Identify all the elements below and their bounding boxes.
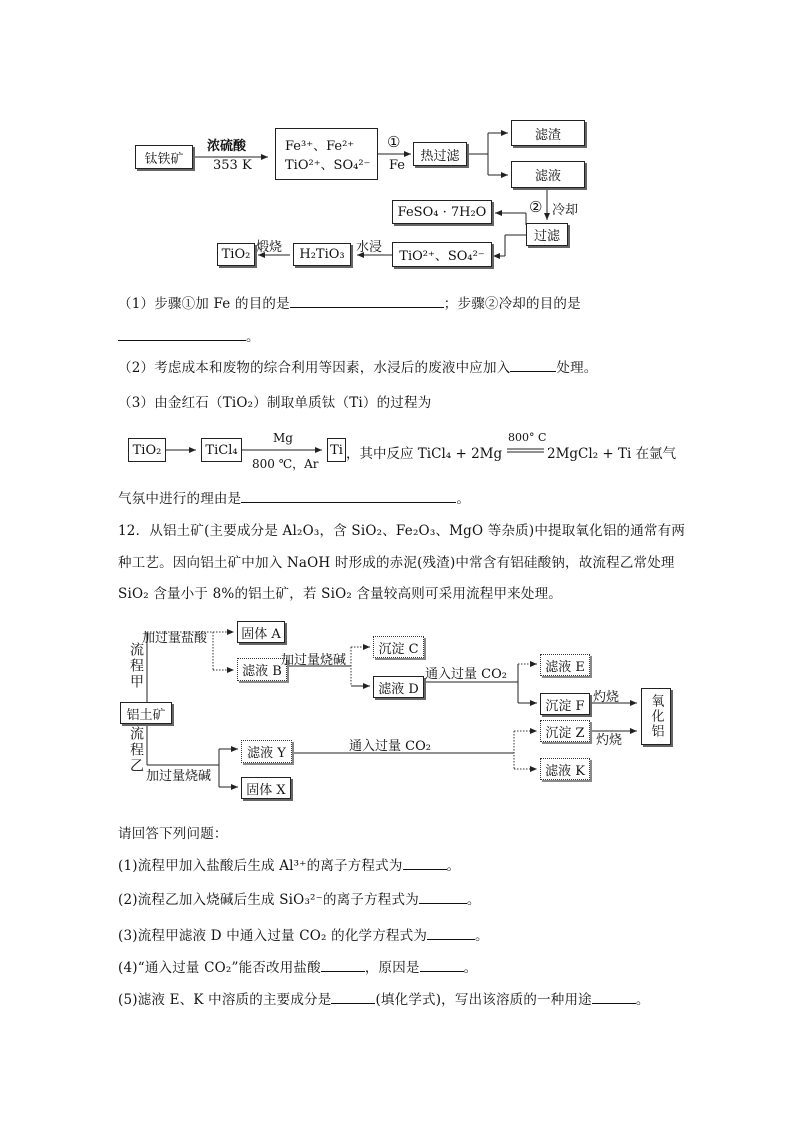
h2tio3-box bbox=[293, 243, 351, 266]
step2-marker: ② bbox=[529, 198, 543, 216]
q3-text-b: 气氛中进行的理由是 bbox=[118, 491, 242, 507]
q2-blank[interactable] bbox=[510, 359, 556, 372]
q2-3-text: (3)流程甲滤液 D 中通入过量 CO₂ 的化学方程式为 bbox=[118, 928, 428, 944]
filtrate-d-box bbox=[373, 676, 424, 698]
q2-1-blank[interactable] bbox=[403, 857, 447, 870]
hot-filter-label: 热过滤 bbox=[420, 148, 460, 164]
question1-1-cont bbox=[118, 325, 260, 345]
feso4-label: FeSO₄ · 7H₂O bbox=[397, 204, 487, 220]
questions2-intro: 请回答下列问题： bbox=[118, 826, 228, 842]
eq-ti-box bbox=[327, 438, 346, 462]
bauxite-label: 铝土矿 bbox=[126, 707, 166, 723]
q2-5-blank-2[interactable] bbox=[592, 991, 636, 1004]
flow-b-label: 流程乙 bbox=[128, 726, 144, 774]
q2-text-a: （2）考虑成本和废物的综合利用等因素，水浸后的废液中应加入 bbox=[118, 360, 511, 376]
tio2-label: TiO₂ bbox=[221, 247, 251, 262]
cool-label: 冷却 bbox=[552, 203, 579, 218]
eq-tio2-box bbox=[128, 438, 166, 462]
q1-text-a: （1）步骤①加 Fe 的目的是 bbox=[118, 296, 290, 312]
q3-end: 。 bbox=[456, 491, 471, 507]
q3-blank[interactable] bbox=[241, 490, 456, 503]
acid-label: 浓硫酸 bbox=[207, 139, 247, 154]
ions1-line-b: TiO²⁺、SO₄²⁻ bbox=[285, 158, 371, 173]
filter-box bbox=[526, 223, 568, 246]
ppt-c-label: 沉淀 C bbox=[378, 641, 419, 657]
q2-4-text-a: (4)“通入过量 CO₂”能否改用盐酸 bbox=[118, 960, 321, 976]
eq-mg-label: Mg bbox=[273, 431, 293, 445]
calcine-label: 煅烧 bbox=[256, 240, 283, 255]
filtrate-e-label: 滤液 E bbox=[545, 659, 585, 675]
q2-1-text: (1)流程甲加入盐酸后生成 Al³⁺的离子方程式为 bbox=[118, 858, 403, 874]
filtrate-label: 滤液 bbox=[534, 169, 561, 184]
question2-1 bbox=[118, 854, 460, 874]
q2-4-text-b: ，原因是 bbox=[364, 960, 420, 976]
solid-a-box bbox=[237, 621, 285, 643]
q2-5-text-b: (填化学式)，写出该溶质的一种用途 bbox=[375, 992, 592, 1008]
eq-condition-label: 800 ℃，Ar bbox=[252, 457, 319, 471]
pass-co2-1-label: 通入过量 CO₂ bbox=[425, 667, 507, 682]
ions2-label: TiO²⁺、SO₄²⁻ bbox=[399, 249, 485, 264]
ppt-z-label: 沉淀 Z bbox=[545, 725, 585, 741]
q1-blank-1[interactable] bbox=[290, 295, 444, 308]
q1-blank-2[interactable] bbox=[118, 328, 246, 341]
eq-ti-label: Ti bbox=[330, 442, 343, 458]
solid-a-label: 固体 A bbox=[241, 626, 281, 642]
problem12-line2: 种工艺。因向铝土矿中加入 NaOH 时形成的赤泥(残渣)中常含有铝硅酸钠，故流程乙常处理 bbox=[118, 555, 675, 571]
q2-5-end: 。 bbox=[635, 992, 650, 1008]
q2-3-blank[interactable] bbox=[427, 927, 475, 940]
h2tio3-label: H₂TiO₃ bbox=[299, 247, 345, 262]
ions1-line-a: Fe³⁺、Fe²⁺ bbox=[285, 139, 355, 154]
question1-2 bbox=[118, 356, 598, 376]
ppt-z-box bbox=[540, 720, 590, 742]
q2-2-end: 。 bbox=[466, 892, 481, 908]
question2-2 bbox=[118, 888, 481, 908]
filter-label: 过滤 bbox=[533, 229, 560, 244]
problem12-line1: 12．从铝土矿(主要成分是 Al₂O₃，含 SiO₂、Fe₂O₃、MgO 等杂质)中提取氧化铝的通常有两 bbox=[118, 523, 686, 539]
water-leach-label: 水浸 bbox=[356, 240, 383, 255]
q2-text-b: 处理。 bbox=[556, 360, 598, 376]
add-naoh1-label: 加过量烧碱 bbox=[281, 653, 347, 668]
q2-5-text-a: (5)滤液 E、K 中溶质的主要成分是 bbox=[118, 992, 332, 1008]
add-hcl-label: 加过量盐酸 bbox=[142, 631, 208, 646]
burn2-label: 灼烧 bbox=[596, 733, 623, 748]
filtrate-d-label: 滤液 D bbox=[378, 681, 419, 697]
question1-3: （3）由金红石（TiO₂）制取单质钛（Ti）的过程为 bbox=[118, 395, 432, 411]
eq-over-label: 800° C bbox=[508, 431, 547, 444]
q2-4-end: 。 bbox=[463, 960, 478, 976]
eq-tio2-label: TiO₂ bbox=[132, 442, 162, 458]
q2-5-blank-1[interactable] bbox=[331, 991, 375, 1004]
filtrate-box bbox=[511, 161, 585, 188]
question1-3-cont bbox=[118, 487, 470, 507]
q2-2-blank[interactable] bbox=[419, 891, 467, 904]
burn1-label: 灼烧 bbox=[593, 690, 620, 705]
q1-text-b: ；步骤②冷却的目的是 bbox=[443, 296, 581, 312]
add-naoh2-label: 加过量烧碱 bbox=[146, 769, 212, 784]
bauxite-box bbox=[120, 702, 172, 724]
solid-x-label: 固体 X bbox=[246, 782, 286, 798]
pass-co2-2-label: 通入过量 CO₂ bbox=[349, 739, 431, 754]
filtrate-y-box bbox=[241, 740, 292, 763]
filtrate-k-label: 滤液 K bbox=[545, 763, 585, 779]
q2-2-text: (2)流程乙加入烧碱后生成 SiO₃²⁻的离子方程式为 bbox=[118, 892, 419, 908]
filtrate-y-label: 滤液 Y bbox=[247, 746, 286, 761]
hot-filter-box bbox=[413, 142, 467, 166]
question2-5 bbox=[118, 988, 650, 1008]
filtrate-b-box bbox=[237, 658, 287, 681]
ions-box-2 bbox=[392, 242, 492, 267]
eq-ticl4-label: TiCl₄ bbox=[205, 442, 238, 458]
solid-x-box bbox=[241, 777, 291, 799]
eq-ticl4-box bbox=[201, 438, 242, 462]
ppt-c-box bbox=[373, 636, 424, 658]
eq-text-b: 2MgCl₂ + Ti 在氩气 bbox=[547, 446, 677, 462]
ions-box-1 bbox=[275, 128, 378, 180]
fe-label: Fe bbox=[389, 158, 406, 173]
filtrate-k-box bbox=[540, 758, 590, 780]
tio2-box bbox=[217, 243, 255, 266]
q2-4-blank-2[interactable] bbox=[420, 959, 464, 972]
q2-1-end: 。 bbox=[446, 858, 461, 874]
question1-1 bbox=[118, 292, 581, 312]
feso4-box bbox=[392, 200, 492, 224]
ore-box bbox=[135, 145, 193, 169]
question2-4 bbox=[118, 956, 477, 976]
step1-marker: ① bbox=[387, 133, 401, 151]
residue-label: 滤渣 bbox=[534, 127, 561, 143]
residue-box bbox=[511, 120, 585, 146]
q2-3-end: 。 bbox=[475, 928, 489, 944]
q2-4-blank-1[interactable] bbox=[321, 959, 365, 972]
ppt-f-label: 沉淀 F bbox=[545, 698, 585, 714]
eq-text-a: ，其中反应 TiCl₄ + 2Mg bbox=[346, 446, 503, 462]
q1-end: 。 bbox=[246, 329, 260, 345]
flow-a-label: 流程甲 bbox=[128, 642, 144, 690]
alumina-label: 氧化铝 bbox=[648, 694, 664, 739]
ore-label: 钛铁矿 bbox=[144, 151, 184, 167]
filtrate-e-box bbox=[540, 654, 590, 676]
problem12-line3: SiO₂ 含量小于 8%的铝土矿，若 SiO₂ 含量较高则可采用流程甲来处理。 bbox=[118, 586, 562, 602]
alumina-box bbox=[641, 688, 671, 745]
question2-3 bbox=[118, 924, 489, 944]
ppt-f-box bbox=[540, 693, 590, 715]
filtrate-b-label: 滤液 B bbox=[242, 664, 282, 679]
temp-label: 353 K bbox=[213, 158, 252, 173]
